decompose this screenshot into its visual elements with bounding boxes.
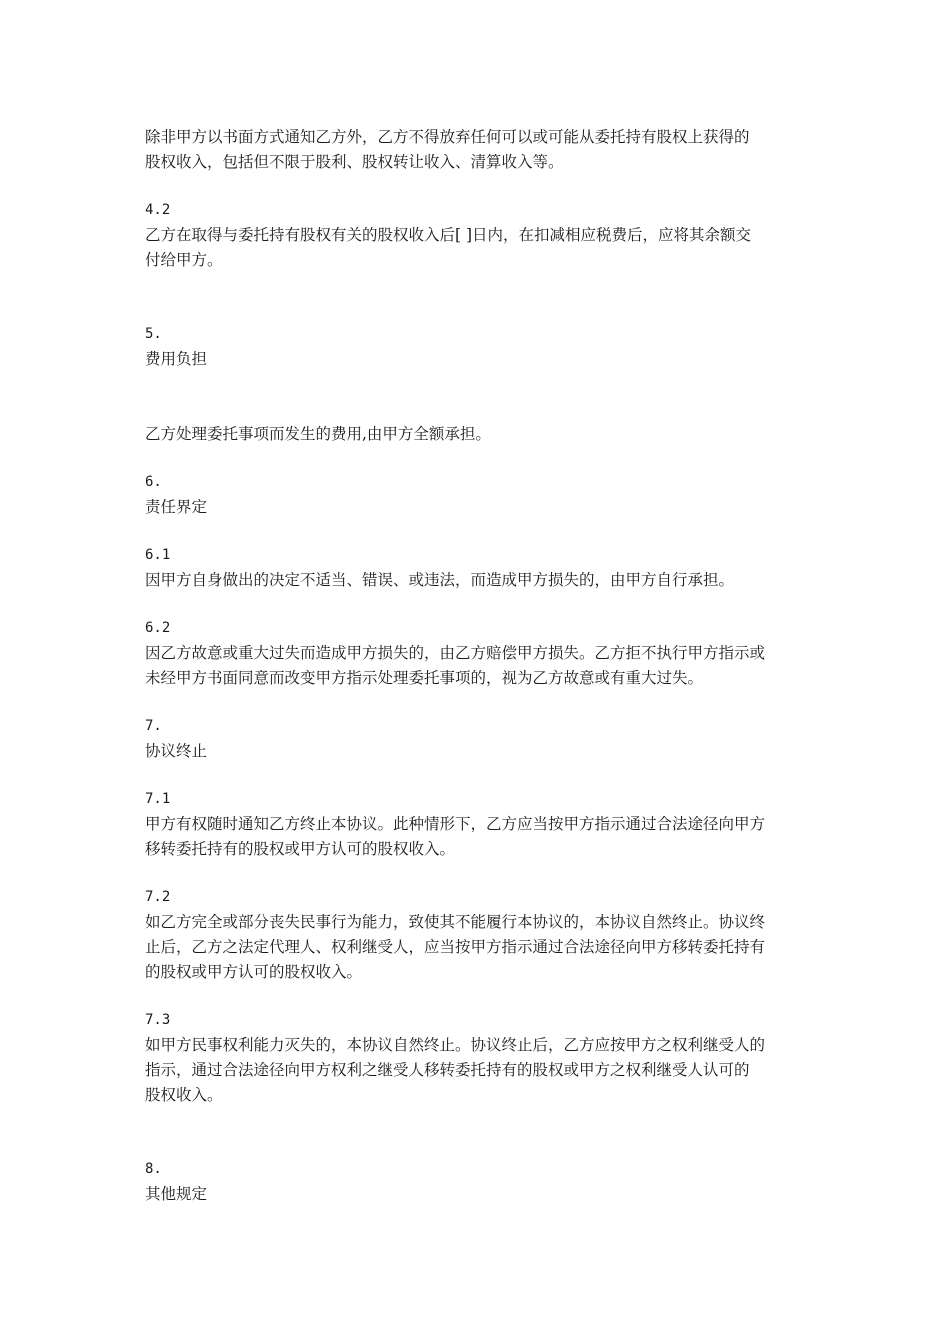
text-line: 止后，乙方之法定代理人、权利继受人，应当按甲方指示通过合法途径向甲方移转委托持有 <box>145 938 766 956</box>
section-number: 5. <box>145 326 162 342</box>
clause-number: 7.1 <box>145 791 171 807</box>
section-number: 6. <box>145 474 162 490</box>
section-heading: 其他规定 <box>145 1185 208 1203</box>
text-line: 因甲方自身做出的决定不适当、错误、或违法，而造成甲方损失的，由甲方自行承担。 <box>145 571 735 589</box>
text-line: 乙方处理委托事项而发生的费用,由甲方全额承担。 <box>145 425 491 443</box>
section-heading: 费用负担 <box>145 350 208 368</box>
text-line: 股权收入，包括但不限于股利、股权转让收入、清算收入等。 <box>145 153 564 171</box>
text-line: 未经甲方书面同意而改变甲方指示处理委托事项的，视为乙方故意或有重大过失。 <box>145 669 704 687</box>
paragraph <box>145 125 815 175</box>
clause-number: 6.1 <box>145 547 171 563</box>
clause-number: 7.3 <box>145 1012 171 1028</box>
paragraph <box>145 422 815 447</box>
section-heading: 责任界定 <box>145 498 208 516</box>
clause-number: 4.2 <box>145 202 171 218</box>
text-line: 如甲方民事权利能力灭失的，本协议自然终止。协议终止后，乙方应按甲方之权利继受人的 <box>145 1036 766 1054</box>
section-number: 7. <box>145 718 162 734</box>
document-page <box>145 125 815 1207</box>
section-number: 8. <box>145 1161 162 1177</box>
text-line: 乙方在取得与委托持有股权有关的股权收入后[ ]日内，在扣减相应税费后，应将其余额交 <box>145 226 752 244</box>
clause-7-2 <box>145 885 815 985</box>
text-line: 甲方有权随时通知乙方终止本协议。此种情形下，乙方应当按甲方指示通过合法途径向甲方 <box>145 815 766 833</box>
clause-6-1 <box>145 543 815 593</box>
clause-7-3 <box>145 1008 815 1108</box>
clause-4-2 <box>145 198 815 273</box>
section-heading: 协议终止 <box>145 742 208 760</box>
text-line: 的股权或甲方认可的股权收入。 <box>145 963 363 981</box>
text-line: 移转委托持有的股权或甲方认可的股权收入。 <box>145 840 456 858</box>
clause-6-2 <box>145 616 815 691</box>
text-line: 付给甲方。 <box>145 251 223 269</box>
text-line: 股权收入。 <box>145 1086 223 1104</box>
clause-number: 6.2 <box>145 620 171 636</box>
clause-7-1 <box>145 787 815 862</box>
section-7 <box>145 714 815 764</box>
clause-number: 7.2 <box>145 889 171 905</box>
section-6 <box>145 470 815 520</box>
section-5 <box>145 322 815 372</box>
section-8 <box>145 1157 815 1207</box>
text-line: 指示，通过合法途径向甲方权利之继受人移转委托持有的股权或甲方之权利继受人认可的 <box>145 1061 750 1079</box>
text-line: 除非甲方以书面方式通知乙方外，乙方不得放弃任何可以或可能从委托持有股权上获得的 <box>145 128 750 146</box>
text-line: 如乙方完全或部分丧失民事行为能力，致使其不能履行本协议的，本协议自然终止。协议终 <box>145 913 766 931</box>
text-line: 因乙方故意或重大过失而造成甲方损失的，由乙方赔偿甲方损失。乙方拒不执行甲方指示或 <box>145 644 766 662</box>
